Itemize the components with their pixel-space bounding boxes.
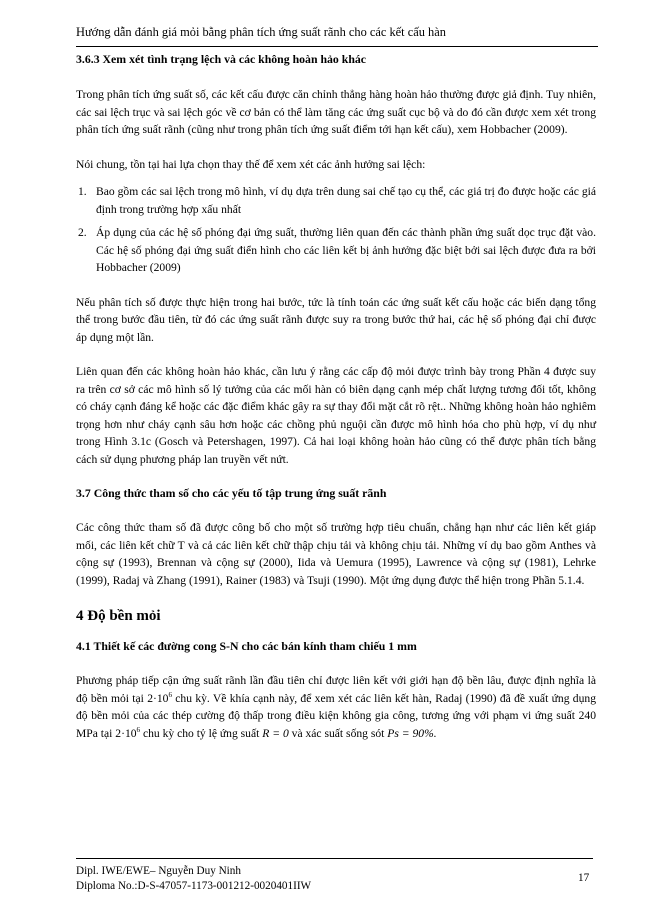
footer-author: Dipl. IWE/EWE– Nguyễn Duy Ninh	[76, 865, 241, 877]
exponent: 6	[168, 690, 172, 699]
footer	[76, 864, 311, 894]
exponent: 6	[136, 725, 141, 734]
list-item	[76, 183, 596, 218]
list-item-text: Áp dụng của các hệ số phóng đại ứng suất, thường liên quan đến các thành phần ứng suất dọc trục đặt vào. Các hệ số phóng đại ứng suất điển hình cho các liên kết bị ảnh hưởng đặc biệt bởi sai lệch được đưa ra bởi Hobbacher (2009)	[96, 226, 596, 274]
list-item	[76, 224, 596, 277]
paragraph: Trong phân tích ứng suất số, các kết cấu được căn chỉnh thẳng hàng hoàn hảo thường được giả định. Tuy nhiên, các sai lệch trục và sai lệch góc về cơ bản có thể làm tăng các ứng suất cục bộ và do đó cần được xem xét trong phân tích ứng suất rãnh (cũng như trong phân tích ứng suất điểm tới hạn kết cấu), xem Hobbacher (2009).	[76, 88, 596, 136]
survival-probability: Ps = 90%.	[387, 726, 437, 740]
text-run: chu kỳ cho tỷ lệ ứng suất	[140, 726, 263, 740]
paragraph: Nếu phân tích số được thực hiện trong hai bước, tức là tính toán các ứng suất kết cấu hoặc các biến dạng tổng thể trong bước đầu tiên, từ đó các ứng suất rãnh được suy ra trong bước thứ hai, các hệ số phóng đại chỉ được áp dụng một lần.	[76, 295, 596, 344]
paragraph: Nói chung, tồn tại hai lựa chọn thay thế để xem xét các ảnh hưởng sai lệch:	[76, 157, 426, 171]
section-heading-4-1: 4.1 Thiết kế các đường cong S-N cho các bán kính tham chiếu 1 mm	[76, 639, 417, 653]
chapter-heading-4: 4 Độ bền mỏi	[76, 608, 161, 624]
list-number: 2.	[78, 226, 87, 239]
section-heading-3-6-3: 3.6.3 Xem xét tình trạng lệch và các không hoàn hảo khác	[76, 52, 367, 66]
list-item-text: Bao gồm các sai lệch trong mô hình, ví dụ dựa trên dung sai chế tạo cụ thể, các giá trị đo được hoặc các giá định trong trường hợp xấu nhất	[96, 185, 596, 216]
paragraph: Các công thức tham số đã được công bố cho một số trường hợp tiêu chuẩn, chẳng hạn như các liên kết giáp mối, các liên kết chữ T và cả các liên kết chữ thập chịu tải và không chịu tải. Những ví dụ bao gồm Anthes và cộng sự (1993), Brennan và cộng sự (2000), Iida và Uemura (1995), Lawrence và cộng sự (1981), Lehrke (1999), Radaj và Zhang (1991), Rainer (1983) và Tsuji (1990). Một ứng dụng được thể hiện trong Phần 5.1.4.	[76, 521, 596, 587]
text-run: chu kỳ. Về khía cạnh này, để xem xét các liên kết hàn, Radaj (1990) đã đề xuất ứng dụng độ bền mỏi của các thép cường độ thấp trong điều kiện không gia công, tương ứng với phạm vi ứng suất 240 MPa tại 2·10	[76, 691, 596, 740]
page-number: 17	[578, 872, 590, 884]
list-number: 1.	[78, 185, 87, 198]
section-heading-3-7: 3.7 Công thức tham số cho các yếu tố tập trung ứng suất rãnh	[76, 486, 387, 500]
text-run: và xác suất sống sót	[288, 726, 388, 740]
paragraph	[76, 672, 596, 742]
running-header: Hướng dẫn đánh giá mỏi bằng phân tích ứng suất rãnh cho các kết cấu hàn	[76, 25, 446, 39]
page-body	[76, 51, 596, 742]
stress-ratio: R = 0	[262, 726, 289, 740]
header-divider	[76, 46, 598, 47]
footer-divider	[76, 858, 593, 859]
text-run: Phương pháp tiếp cận ứng suất rãnh lần đầu tiên chỉ được liên kết với giới hạn độ bền lâu, được định nghĩa là độ bền mỏi tại 2·10	[76, 674, 596, 705]
paragraph: Liên quan đến các không hoàn hảo khác, cần lưu ý rằng các cấp độ mỏi được trình bày trong Phần 4 được suy ra trên cơ sở các mô hình số lý tưởng của các mối hàn có biên dạng cạnh mép chất lượng tương đối tốt, không có cháy cạnh đáng kể hoặc các đặc điểm khác gây ra sự thay đổi mặt cắt rõ rệt.. Những không hoàn hảo nghiêm trọng hơn như cháy cạnh sâu hơn hoặc các chồng phủ nguội cần được mô hình hóa cho phù hợp, ví dụ như trong Hình 3.1c (Gosch và Petershagen, 1997). Cả hai loại không hoàn hảo cũng có thể được phân tích bằng cách sử dụng phương pháp lan truyền vết nứt.	[76, 365, 596, 466]
footer-diploma: Diploma No.:D-S-47057-1173-001212-0020401IIW	[76, 880, 312, 892]
options-list	[76, 183, 596, 277]
